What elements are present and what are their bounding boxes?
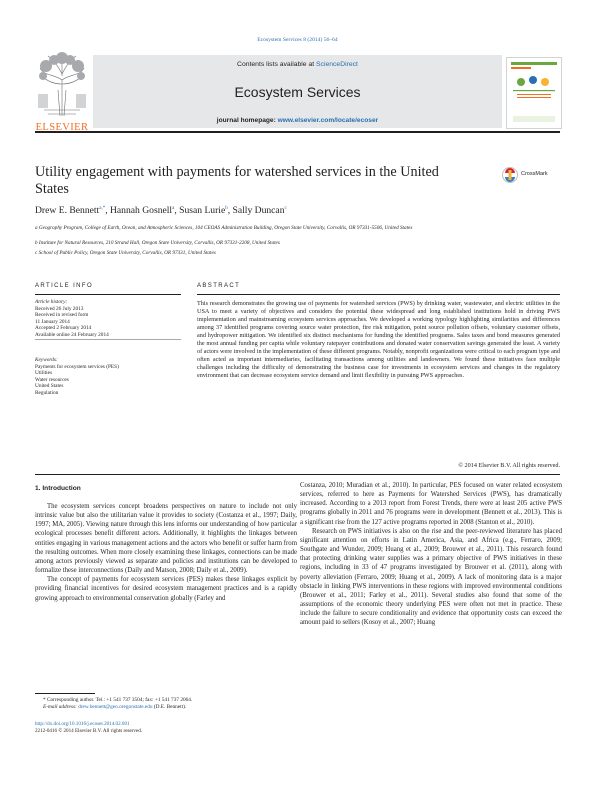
article-history (35, 299, 175, 339)
body-paragraph: The concept of payments for ecosystem services (PES) makes these linkages explicit by providing financial incentives for desired ecosystem management practices and is a rapidly growing approach to environmental conservation globally (Farley and (35, 576, 297, 602)
history-entry: Received in revised form (35, 312, 89, 319)
affiliation-c: c School of Public Policy, Oregon State University, Corvallis, OR 97331, United States (35, 250, 216, 256)
history-entry: Available online 24 February 2014 (35, 331, 109, 338)
history-entry: 11 January 2014 (35, 318, 70, 325)
history-entry: Accepted 2 February 2014 (35, 325, 92, 332)
journal-name: Ecosystem Services (234, 84, 361, 100)
author-affiliation-mark[interactable]: b (225, 205, 228, 211)
journal-citation[interactable]: Ecosystem Services 8 (2014) 56–64 (257, 37, 338, 43)
author-list (35, 205, 287, 216)
abstract-copyright: © 2014 Elsevier B.V. All rights reserved. (458, 462, 560, 469)
email-label: E-mail address: (43, 703, 79, 710)
abstract-bottom-rule (35, 474, 560, 475)
crossmark-label: CrossMark (521, 171, 548, 177)
author-name[interactable]: Drew E. Bennett (35, 205, 100, 216)
cover-art-icon (507, 58, 561, 128)
author-affiliation-mark[interactable]: a,* (99, 205, 106, 211)
issn-copyright: 2212-0416 © 2014 Elsevier B.V. All rights reserved. (35, 728, 143, 734)
abstract-heading: ABSTRACT (197, 283, 241, 289)
body-paragraph: Costanza, 2010; Muradian et al., 2010). In particular, PES focused on water related ecosystem services, referred to here as Payments for Watershed Services (PWS), has dramatically increased. According to a 2013 report from Forest Trends, there were at least 205 active PWS programs globally in 2011 and 76 programs were in development (Bennett et al., 2013). This is a significant rise from the 127 active programs reported in 2008 (Stanton et al., 2010). (300, 482, 562, 526)
corresponding-author-note: * Corresponding author. Tel.: +1 541 737 3504; fax: +1 541 737 2064. (43, 697, 193, 703)
journal-cover-image[interactable] (506, 57, 562, 129)
author-name[interactable]: Hannah Gosnell (110, 205, 173, 216)
sciencedirect-link[interactable]: ScienceDirect (316, 61, 358, 68)
email-suffix: (D.E. Bennett). (152, 703, 187, 710)
author-name[interactable]: Sally Duncan (232, 205, 285, 216)
elsevier-wordmark: ELSEVIER (35, 122, 89, 133)
crossmark-icon (502, 167, 518, 183)
article-title: Utility engagement with payments for watershed services in the United States (35, 164, 439, 197)
abstract-rule (197, 294, 560, 295)
body-paragraph: The ecosystem services concept broadens perspectives on nature to include not only intrinsic value but also the utilitarian value it provides to society (Costanza et al., 1997; Daily, 1997; MA, 2005). Viewing nature through this lens informs our understanding of how particular ecological processes benefit different actors. Additionally, it highlights the linkages between entities engaging in various management actions and the actors who benefit or suffer harm from the resulting outcomes. When more closely examining these linkages, connections can be made among actors previously viewed as separate and policies and institutions can be developed to formalize these interconnections (Daily and Matson, 2008; Daily et al., 2009). (35, 503, 297, 575)
author-separator: , (227, 205, 233, 216)
elsevier-logo[interactable] (34, 50, 90, 133)
keyword: Water resources (35, 376, 69, 383)
footnote-block (35, 697, 297, 711)
email-note (35, 704, 297, 711)
author-separator: , (105, 205, 110, 216)
article-info-rule (35, 294, 181, 295)
keywords-block (35, 357, 175, 397)
body-paragraph: Research on PWS initiatives is also on the rise and the peer-reviewed literature has placed significant attention on efforts in Latin America, Asia, and Africa (e.g., Ferraro, 2009; Southgate and Wunder, 2009; Huang et al., 2009; Brouwer et al., 2011). This research found that protecting drinking water supplies was a primary objective of PWS initiatives in these regions, including in 33 of 47 programs investigated by Brouwer et al. (2011), along with poverty alleviation (Ferraro, 2009; Huang et al., 2009). A lack of monitoring data is a major obstacle in linking PWS interventions in these regions with improved environmental conditions (Brouwer et al., 2011; Farley et al., 2011). Several studies also found that some of the assumptions of the economic theory underlying PES were often not met in practice. These include the failure to secure conditionality and evidence that opportunity costs can exceed the amount paid to sellers (Kosoy et al., 2007; Huang (300, 527, 562, 627)
history-entry: Received 26 July 2013 (35, 305, 84, 312)
affiliation-a: a Geography Program, College of Earth, Ocean, and Atmospheric Sciences, 104 CEOAS Administration Building, Oregon State University, Corvallis, OR 97331-5506, United States (35, 225, 413, 231)
keyword: Payments for ecosystem services (PES) (35, 363, 119, 370)
author-affiliation-mark[interactable]: c (284, 205, 287, 211)
elsevier-tree-icon (34, 50, 90, 118)
keyword: Utilities (35, 370, 53, 377)
body-right-column (300, 481, 562, 628)
abstract-text: This research demonstrates the growing use of payments for watershed services (PWS) by drinking water, wastewater, and electric utilities in the USA to meet a variety of objectives and considers the potential these widespread and long established institutions hold in driving PWS implementation and mainstreaming ecosystem services approaches. We developed a working typology highlighting similarities and differences among 37 identified programs covering source water protection, fire risk mitigation, point source pollution offsets, voluntary customer offsets, and hydropower mitigation. We identified six distinct mechanisms for funding the identified programs. Sales taxes and bond measures generated the most annual funding per capita while voluntary ratepayer contributions and donated water conservation savings generated the least. A variety of actors were involved in the implementation of these different programs. Notably, nonprofit organizations were critical to each program type and often acted as important intermediaries, facilitating transactions among utilities and landowners. We found these initiatives face multiple challenges including the difficulty of demonstrating the business case for investments in ecosystem services and changes in the regulatory environment that can decrease ecosystem service demand and limit flexibility in pursuing PWS approaches. (197, 300, 560, 380)
homepage-link[interactable]: www.elsevier.com/locate/ecoser (277, 117, 379, 124)
contents-line (93, 61, 502, 68)
article-info-heading: ARTICLE INFO (35, 283, 94, 289)
keyword: United States (35, 383, 64, 390)
doi-block (35, 721, 142, 735)
article-info-divider (35, 339, 181, 340)
keyword: Regulation (35, 389, 59, 396)
footnote-rule (35, 693, 95, 694)
journal-homepage (93, 117, 502, 124)
author-email-link[interactable]: drew.bennett@geo.oregonstate.edu (78, 703, 153, 710)
contents-prefix: Contents lists available at (237, 61, 317, 68)
homepage-label: journal homepage: (216, 117, 278, 124)
author-separator: , (174, 205, 180, 216)
header-rule (35, 131, 560, 133)
section-heading-introduction: 1. Introduction (35, 485, 81, 492)
affiliation-b: b Institute for Natural Resources, 210 Strand Hall, Oregon State University, Corvallis, OR 97331-2208, United States (35, 240, 280, 246)
history-label: Article history: (35, 299, 68, 305)
crossmark-badge[interactable] (502, 165, 562, 187)
body-left-column (35, 502, 297, 603)
doi-link[interactable]: http://dx.doi.org/10.1016/j.ecoser.2014.02.001 (35, 721, 130, 727)
author-affiliation-mark[interactable]: a (172, 205, 175, 211)
keywords-label: Keywords: (35, 357, 58, 363)
author-name[interactable]: Susan Lurie (179, 205, 226, 216)
